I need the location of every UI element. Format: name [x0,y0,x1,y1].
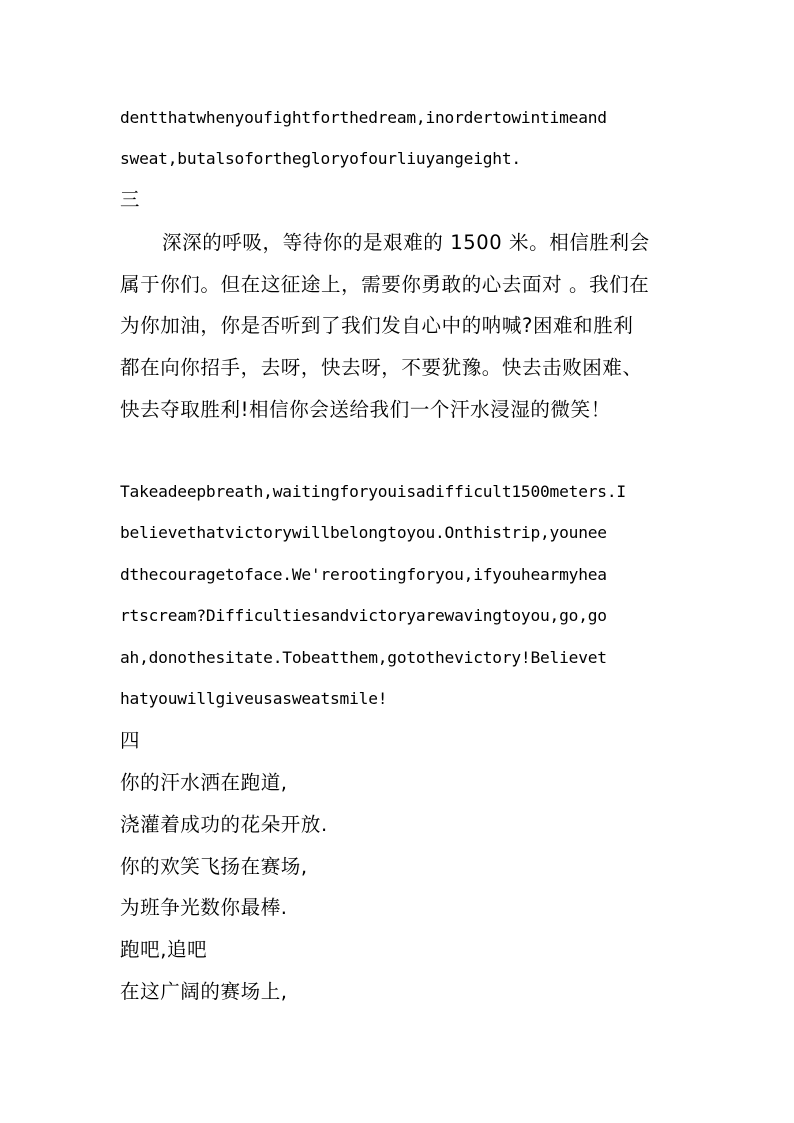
text-line: 都在向你招手，去呀，快去呀，不要犹豫。快去击败困难、 [120,356,643,379]
poem-line: 你的欢笑飞扬在赛场, [120,855,308,878]
text-line: 为你加油，你是否听到了我们发自心中的呐喊?困难和胜利 [120,314,634,337]
text-line: Takeadeepbreath,waitingforyouisadifficult1500meters.I [120,482,626,501]
text-line: believethatvictorywillbelongtoyou.Onthistrip,younee [120,523,607,542]
poem-line: 跑吧,追吧 [120,938,208,961]
text-line: dentthatwhenyoufightforthedream,inordertowintimeand [120,108,607,127]
text-line: hatyouwillgiveusasweatsmile! [120,689,388,708]
text-line: 深深的呼吸，等待你的是艰难的 1500 米。相信胜利会 [162,231,650,254]
section-heading: 三 [120,188,140,211]
text-line: 属于你们。但在这征途上，需要你勇敢的心去面对 。我们在 [120,273,650,296]
section-heading: 四 [120,729,140,752]
text-line: sweat,butalsoforthegloryofourliuyangeight. [120,149,521,168]
poem-line: 浇灌着成功的花朵开放. [120,813,328,836]
text-line: rtscream?Difficultiesandvictoryarewavingtoyou,go,go [120,606,607,625]
text-line: ah,donothesitate.Tobeatthem,gotothevictory!Believet [120,648,607,667]
text-line: dthecouragetoface.We'rerootingforyou,ifyouhearmyhea [120,565,607,584]
poem-line: 你的汗水洒在跑道, [120,771,288,794]
text-line: 快去夺取胜利!相信你会送给我们一个汗水浸湿的微笑！ [120,398,611,421]
poem-line: 为班争光数你最棒. [120,896,288,919]
poem-line: 在这广阔的赛场上, [120,980,288,1003]
